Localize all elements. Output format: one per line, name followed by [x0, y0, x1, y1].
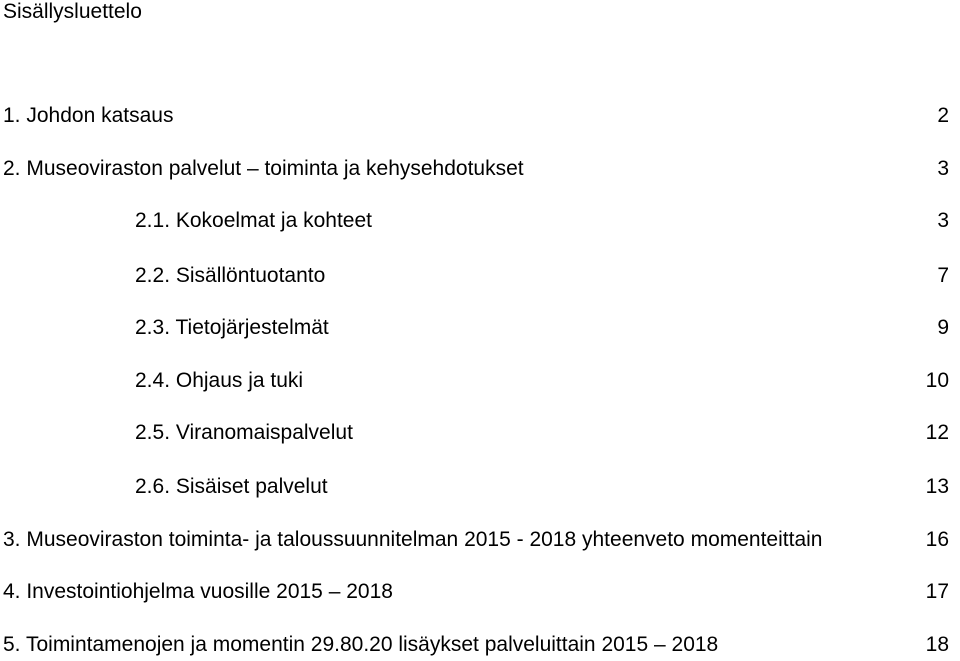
toc-subentry[interactable] [0, 209, 960, 233]
toc-entry-page: 12 [925, 421, 949, 444]
toc-entry-label: 2. Museoviraston palvelut – toiminta ja kehysehdotukset [3, 157, 524, 180]
toc-entry-page: 7 [937, 264, 949, 287]
toc-entry-label: 3. Museoviraston toiminta- ja taloussuunnitelman 2015 - 2018 yhteenveto momenteittain [3, 528, 823, 551]
toc-entry-page: 9 [937, 316, 949, 339]
toc-entry-label: 5. Toimintamenojen ja momentin 29.80.20 lisäykset palveluittain 2015 – 2018 [3, 633, 719, 656]
toc-entry-label: 1. Johdon katsaus [3, 104, 174, 127]
toc-subentry[interactable] [0, 316, 960, 340]
toc-entry-label: 4. Investointiohjelma vuosille 2015 – 2018 [3, 580, 393, 603]
toc-entry-label: 2.3. Tietojärjestelmät [135, 316, 329, 339]
toc-entry[interactable] [0, 580, 960, 604]
toc-entry-label: 2.6. Sisäiset palvelut [135, 475, 328, 498]
toc-entry[interactable] [0, 157, 960, 181]
toc-subentry[interactable] [0, 264, 960, 288]
toc-entry-label: 2.4. Ohjaus ja tuki [135, 369, 304, 392]
toc-subentry[interactable] [0, 421, 960, 445]
toc-title: Sisällysluettelo [3, 0, 142, 23]
toc-entry-page: 17 [925, 580, 949, 603]
toc-entry-page: 10 [925, 369, 949, 392]
toc-entry-page: 13 [925, 475, 949, 498]
toc-entry-label: 2.5. Viranomaispalvelut [135, 421, 353, 444]
toc-entry[interactable] [0, 528, 960, 552]
toc-entry-page: 18 [925, 633, 949, 656]
toc-entry-page: 2 [937, 104, 949, 127]
toc-entry-page: 16 [925, 528, 949, 551]
toc-entry-label: 2.1. Kokoelmat ja kohteet [135, 209, 372, 232]
toc-subentry[interactable] [0, 369, 960, 393]
toc-entry-page: 3 [937, 209, 949, 232]
toc-entry-page: 3 [937, 157, 949, 180]
toc-entry[interactable] [0, 104, 960, 128]
toc-entry[interactable] [0, 633, 960, 657]
toc-subentry[interactable] [0, 475, 960, 499]
toc-entry-label: 2.2. Sisällöntuotanto [135, 264, 326, 287]
